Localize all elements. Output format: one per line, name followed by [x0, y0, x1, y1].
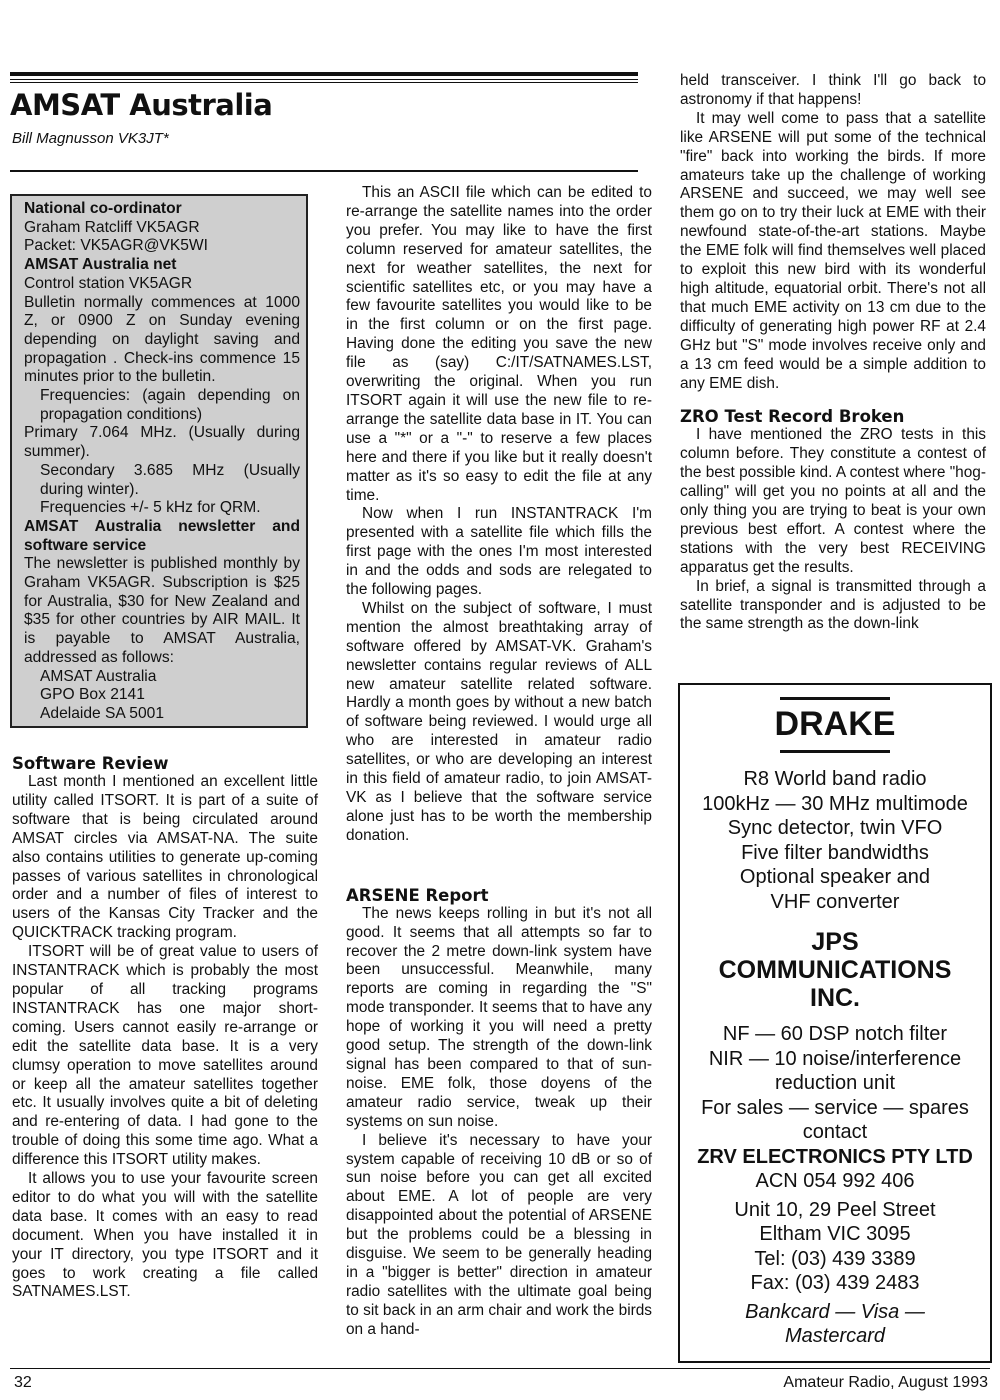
paragraph: I believe it's necessary to have your system capable of receiving 10 dB or so of sun noise before you can get all excited about EME. A lot of people are very disappointed about the potential of ARSENE but the problems could be a blessing in disguise. We seem to be generally heading in a "bigger is better" direction in amateur radio satellites with the ultimate goal being to sit back in an arm chair and work the birds on a hand- — [346, 1131, 652, 1338]
ad-product: NF — 60 DSP notch filter — [722, 1023, 948, 1045]
header-rule-mid — [10, 79, 638, 80]
ad-tel: Tel: (03) 439 3389 — [754, 1247, 916, 1270]
paragraph: It may well come to pass that a satellite like ARSENE will put some of the technical "fire" back into working the birds. If more amateurs take up the challenge of working ARSENE and succeed, we may well see them go on to try their luck at EME with their newfound state-of-the-art stations. Maybe the EME folk will find themselves well placed to exploit this new bird with its wonderful high altitude, equatorial orbit. There's not all that much EME activity on 13 cm due to the difficulty of generating high power RF at 2.4 GHz but "S" mode involves receive only and a 13 cm feed would be a simple addition to any EME dish. — [680, 109, 986, 392]
info-box-line: AMSAT Australia newsletter and software service — [24, 517, 300, 554]
ad-address-line: Eltham VIC 3095 — [759, 1223, 911, 1245]
ad-cards: Mastercard — [784, 1325, 886, 1347]
heading-arsene-report: ARSENE Report — [346, 885, 489, 905]
ad-company-line: COMMUNICATIONS — [718, 956, 952, 984]
paragraph: In brief, a signal is transmitted through a satellite transponder and is adjusted to be the same strength as the down-link — [680, 577, 986, 633]
info-box-line: Frequencies +/- 5 kHz for QRM. — [40, 499, 261, 517]
paragraph: This an ASCII file which can be edited to re-arrange the satellite names into the order you prefer. You may like to have the first column reserved for amateur satellites, the next for weather satellites, the next for scientific satellites etc, or you may have a few favourite satellites you would like to be in the first column or on the first page. Having done the editing you save the new file as (say) C:/IT/SATNAMES.LST, overwriting the original. When you run ITSORT again it will use the new file to re-arrange the satellite data base in IT. You can use a "*" or a "-" to reserve a few places here and there if you like but it really doesn't matter as it's so easy to edit the file at any time. — [346, 184, 652, 504]
column-3 — [680, 72, 986, 634]
heading-software-review: Software Review — [12, 754, 169, 773]
ad-feature: VHF converter — [770, 890, 900, 913]
paragraph: Now when I run INSTANTRACK I'm presented with a satellite file which fills the first page with the ones I'm most interested in and the odds and sods are relegated to the following pages. — [346, 505, 652, 599]
ad-dealer: ZRV ELECTRONICS PTY LTD — [697, 1145, 973, 1168]
info-box-line: Primary 7.064 MHz. (Usually during summer). — [24, 424, 300, 461]
ad-product: reduction unit — [774, 1072, 896, 1094]
info-box-line: National co-ordinator — [24, 200, 182, 217]
column-2 — [346, 184, 652, 1340]
page-title: AMSAT Australia — [10, 88, 273, 122]
header-rule-under — [10, 170, 638, 172]
info-box-line: GPO Box 2141 — [40, 686, 145, 704]
ad-product: contact — [802, 1121, 868, 1143]
ad-brand: DRAKE — [774, 705, 896, 743]
header-rule-top — [10, 72, 638, 76]
ad-address-line: Unit 10, 29 Peel Street — [734, 1198, 936, 1221]
info-box-line: Bulletin normally commences at 1000 Z, or 0900 Z on Sunday evening depending on daylight saving and propagation . Check-ins commence 15 minutes prior to the bulletin. — [24, 293, 300, 386]
column-1 — [12, 754, 318, 1302]
info-box-line: Control station VK5AGR — [24, 274, 193, 292]
paragraph: ITSORT will be of great value to users of INSTANTRACK which is probably the most popular of all tracking programs INSTANTRACK has one major short-coming. Users cannot easily re-arrange or edit the satellite data base. It is a very clumsy operation to move satellites around or keep all the amateur satellites together etc. It usually involves quite a bit of deleting and re-entering of data. I had gone to the trouble of doing this some time ago. What a difference this ITSORT utility makes. — [12, 943, 318, 1169]
info-box-line: The newsletter is published monthly by Graham VK5AGR. Subscription is $25 for Australia, $30 for New Zealand and $35 for other countries by AIR MAIL. It is payable to AMSAT Australia, addressed as follows: — [24, 555, 300, 666]
ad-feature: Optional speaker and — [739, 866, 931, 888]
info-box-line: Frequencies: (again depending on propagation conditions) — [40, 387, 300, 423]
paragraph: The news keeps rolling in but it's not all good. It seems that all attempts so far to recover the 2 metre down-link system have been unsuccessful. Meanwhile, many reports are coming in regarding the "S" mode transponder. It seems that to have any hope of working it you will need a pretty good setup. The strength of the down-link signal has been compared to that of sun-noise. EME folk, those doyens of the amateur radio service, tweak up their systems on sun noise. — [346, 904, 652, 1130]
paragraph: Last month I mentioned an excellent little utility called ITSORT. It is part of a suite of software that is being circulated around AMSAT circles via AMSAT-NA. The suite also contains utilities to generate up-coming passes of various satellites in chronological order and a number of files of interest to users of the Kansas City Tracker and the QUICKTRACK tracking program. — [12, 773, 318, 942]
ad-company-line: JPS — [811, 928, 859, 956]
ad-cards: Bankcard — Visa — — [745, 1300, 925, 1323]
ad-acn: ACN 054 992 406 — [755, 1170, 915, 1192]
page-number: 32 — [14, 1374, 32, 1391]
ad-rule-mid — [780, 750, 890, 753]
header-rule-low — [10, 82, 638, 83]
info-box — [10, 194, 308, 728]
paragraph: It allows you to use your favourite screen editor to do what you will with the satellite data base. It comes with an easy to read document. When you have installed it in your IT directory, you type ITSORT and it goes to work creating a file called SATNAMES.LST. — [12, 1170, 318, 1301]
info-box-line: AMSAT Australia net — [24, 256, 177, 274]
ad-rule-top — [780, 697, 890, 700]
paragraph: held transceiver. I think I'll go back to astronomy if that happens! — [680, 72, 986, 108]
info-box-line: Secondary 3.685 MHz (Usually during winter). — [40, 461, 300, 498]
footer-rule — [10, 1368, 990, 1369]
info-box-line: AMSAT Australia — [40, 667, 157, 685]
paragraph: Whilst on the subject of software, I must mention the almost breathtaking array of software offered by AMSAT-VK. Graham's newsletter contains regular reviews of ALL new amateur satellite related software. Hardly a month goes by without a new batch of software being reviewed. I would urge all who are interested in amateur radio satellites, or who are developing an interest in this field of amateur radio, to join AMSAT-VK as I believe that the software service alone just has to be worth the membership donation. — [346, 599, 652, 844]
drake-advertisement — [678, 683, 992, 1363]
info-box-line: Adelaide SA 5001 — [40, 704, 164, 722]
ad-product: NIR — 10 noise/interference — [708, 1047, 962, 1070]
info-box-line: Graham Ratcliff VK5AGR — [24, 218, 200, 236]
ad-fax: Fax: (03) 439 2483 — [750, 1272, 920, 1294]
heading-zro-test: ZRO Test Record Broken — [680, 407, 905, 427]
ad-feature: Five filter bandwidths — [741, 841, 929, 864]
publication-footer: Amateur Radio, August 1993 — [783, 1374, 988, 1391]
ad-feature: R8 World band radio — [743, 768, 927, 790]
info-box-line: Packet: VK5AGR@VK5WI — [24, 237, 208, 255]
paragraph: I have mentioned the ZRO tests in this column before. They constitute a contest of the best possible kind. A contest where "hog-calling" will get you no points at all and the only thing you are trying to beat is your own previous best effort. A contest where the stations with the very best RECEIVING apparatus get the results. — [680, 426, 986, 576]
ad-feature: Sync detector, twin VFO — [727, 817, 943, 839]
ad-product: For sales — service — spares — [701, 1096, 969, 1119]
ad-company-line: INC. — [810, 984, 860, 1012]
ad-company — [680, 928, 990, 1012]
byline: Bill Magnusson VK3JT* — [12, 130, 169, 147]
ad-feature: 100kHz — 30 MHz multimode — [702, 792, 968, 815]
